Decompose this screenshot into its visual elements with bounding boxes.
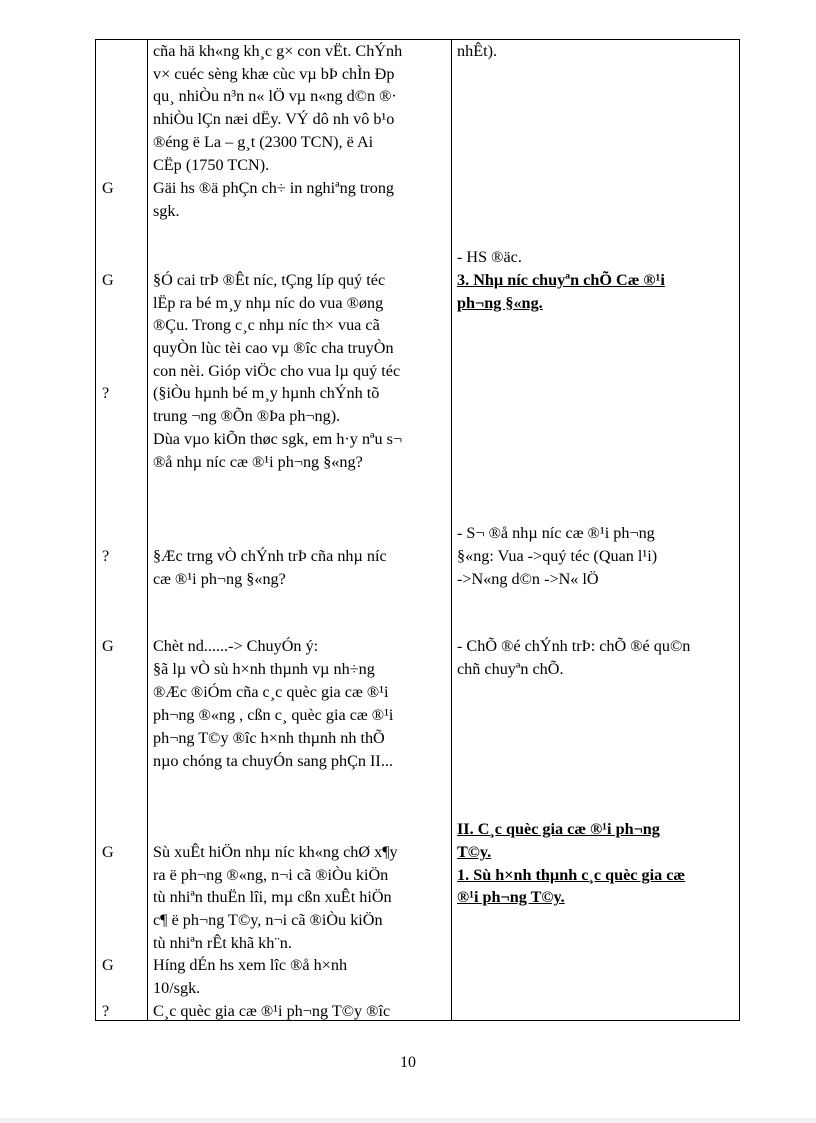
row-label: ? xyxy=(102,1002,110,1020)
content-line: Gäi hs ®ä phÇn ch÷ in nghiªng trong xyxy=(153,179,395,197)
content-line: ph¬ng T©y ®îc h×nh thµnh nh thÕ xyxy=(153,729,385,747)
row-label: G xyxy=(102,179,114,197)
content-line: §Æc trng vÒ chÝnh trÞ cña nhµ níc xyxy=(153,547,387,565)
content-line: tù nhiªn thuËn lîi, mµ cßn xuÊt hiÖn xyxy=(153,888,392,906)
page-bottom-edge xyxy=(0,1118,816,1123)
content-line: §Ó cai trÞ ®Êt níc, tÇng líp quý téc xyxy=(153,271,386,289)
section-heading: ph¬ng §«ng. xyxy=(457,294,543,312)
content-line: tù nhiªn rÊt khã kh¨n. xyxy=(153,934,292,952)
content-line: ®å nhµ níc cæ ®¹i ph¬ng §«ng? xyxy=(153,453,363,471)
content-line: lËp ra bé m¸y nhµ níc do vua ®øng xyxy=(153,294,384,312)
content-line: c¶ ë ph¬ng T©y, n¬i cã ®iÒu kiÖn xyxy=(153,911,383,929)
content-line: con nèi. Gióp viÖc cho vua lµ quý téc xyxy=(153,362,401,380)
content-line: C¸c quèc gia cæ ®¹i ph¬ng T©y ®îc xyxy=(153,1002,391,1020)
answer-line: ->N«ng d©n ->N« lÖ xyxy=(457,570,599,588)
content-line: qu¸ nhiÒu n³n n« lÖ vµ n«ng d©n ®· xyxy=(153,87,397,105)
column-divider-right xyxy=(451,40,452,1020)
content-line: v× cuéc sèng khæ cùc vµ bÞ chÌn Ðp xyxy=(153,65,395,83)
content-line: Sù xuÊt hiÖn nhµ níc kh«ng chØ x¶y xyxy=(153,843,398,861)
content-line: trung ¬ng ®Õn ®Þa ph¬ng). xyxy=(153,407,341,425)
column-divider-left xyxy=(147,40,148,1020)
row-label: ? xyxy=(102,547,110,565)
content-line: quyÒn lùc tèi cao vµ ®îc cha truyÒn xyxy=(153,339,394,357)
answer-line: chñ chuyªn chÕ. xyxy=(457,660,564,678)
content-line: sgk. xyxy=(153,202,180,220)
row-label: ? xyxy=(102,384,110,402)
row-label: G xyxy=(102,956,114,974)
row-label: G xyxy=(102,271,114,289)
row-label: G xyxy=(102,843,114,861)
content-line: cæ ®¹i ph¬ng §«ng? xyxy=(153,570,286,588)
row-label: G xyxy=(102,637,114,655)
content-line: ph¬ng ®«ng , cßn c¸ quèc gia cæ ®¹i xyxy=(153,706,394,724)
subsection-heading: 1. Sù h×nh thµnh c¸c quèc gia cæ xyxy=(457,866,686,884)
content-line: §ã lµ vÒ sù h×nh thµnh vµ nh÷ng xyxy=(153,660,375,678)
page-number: 10 xyxy=(400,1054,416,1071)
content-line: ®Æc ®iÓm cña c¸c quèc gia cæ ®¹i xyxy=(153,683,389,701)
content-line: (§iÒu hµnh bé m¸y hµnh chÝnh tõ xyxy=(153,384,380,402)
subsection-heading: ®¹i ph¬ng T©y. xyxy=(457,888,565,906)
content-line: nhiÒu lÇn næi dËy. VÝ dô nh vô b¹o xyxy=(153,110,395,128)
answer-line: §«ng: Vua ->quý téc (Quan l¹i) xyxy=(457,547,658,565)
content-line: cña hä kh«ng kh¸c g× con vËt. ChÝnh xyxy=(153,42,403,60)
answer-line: nhÊt). xyxy=(457,42,498,60)
content-line: nµo chóng ta chuyÓn sang phÇn II... xyxy=(153,752,393,770)
content-line: Híng dÉn hs xem lîc ®å h×nh xyxy=(153,956,348,974)
lesson-table xyxy=(95,39,740,1021)
content-line: Chèt nd......-> ChuyÓn ý: xyxy=(153,637,319,655)
content-line: ®éng ë La – g¸t (2300 TCN), ë Ai xyxy=(153,133,374,151)
content-line: ®Çu. Trong c¸c nhµ níc th× vua cã xyxy=(153,316,380,334)
content-line: CËp (1750 TCN). xyxy=(153,156,270,174)
section-heading: II. C¸c quèc gia cæ ®¹i ph¬ng xyxy=(457,820,660,838)
answer-line: - HS ®äc. xyxy=(457,248,522,266)
content-line: Dùa vµo kiÕn thøc sgk, em h·y nªu s¬ xyxy=(153,430,403,448)
answer-line: - S¬ ®å nhµ níc cæ ®¹i ph¬ng xyxy=(457,524,655,542)
content-line: ra ë ph¬ng ®«ng, n¬i cã ®iÒu kiÖn xyxy=(153,866,389,884)
section-heading: T©y. xyxy=(457,843,492,861)
content-line: 10/sgk. xyxy=(153,979,201,997)
section-heading: 3. Nhµ níc chuyªn chÕ Cæ ®¹i xyxy=(457,271,665,289)
answer-line: - ChÕ ®é chÝnh trÞ: chÕ ®é qu©n xyxy=(457,637,691,655)
